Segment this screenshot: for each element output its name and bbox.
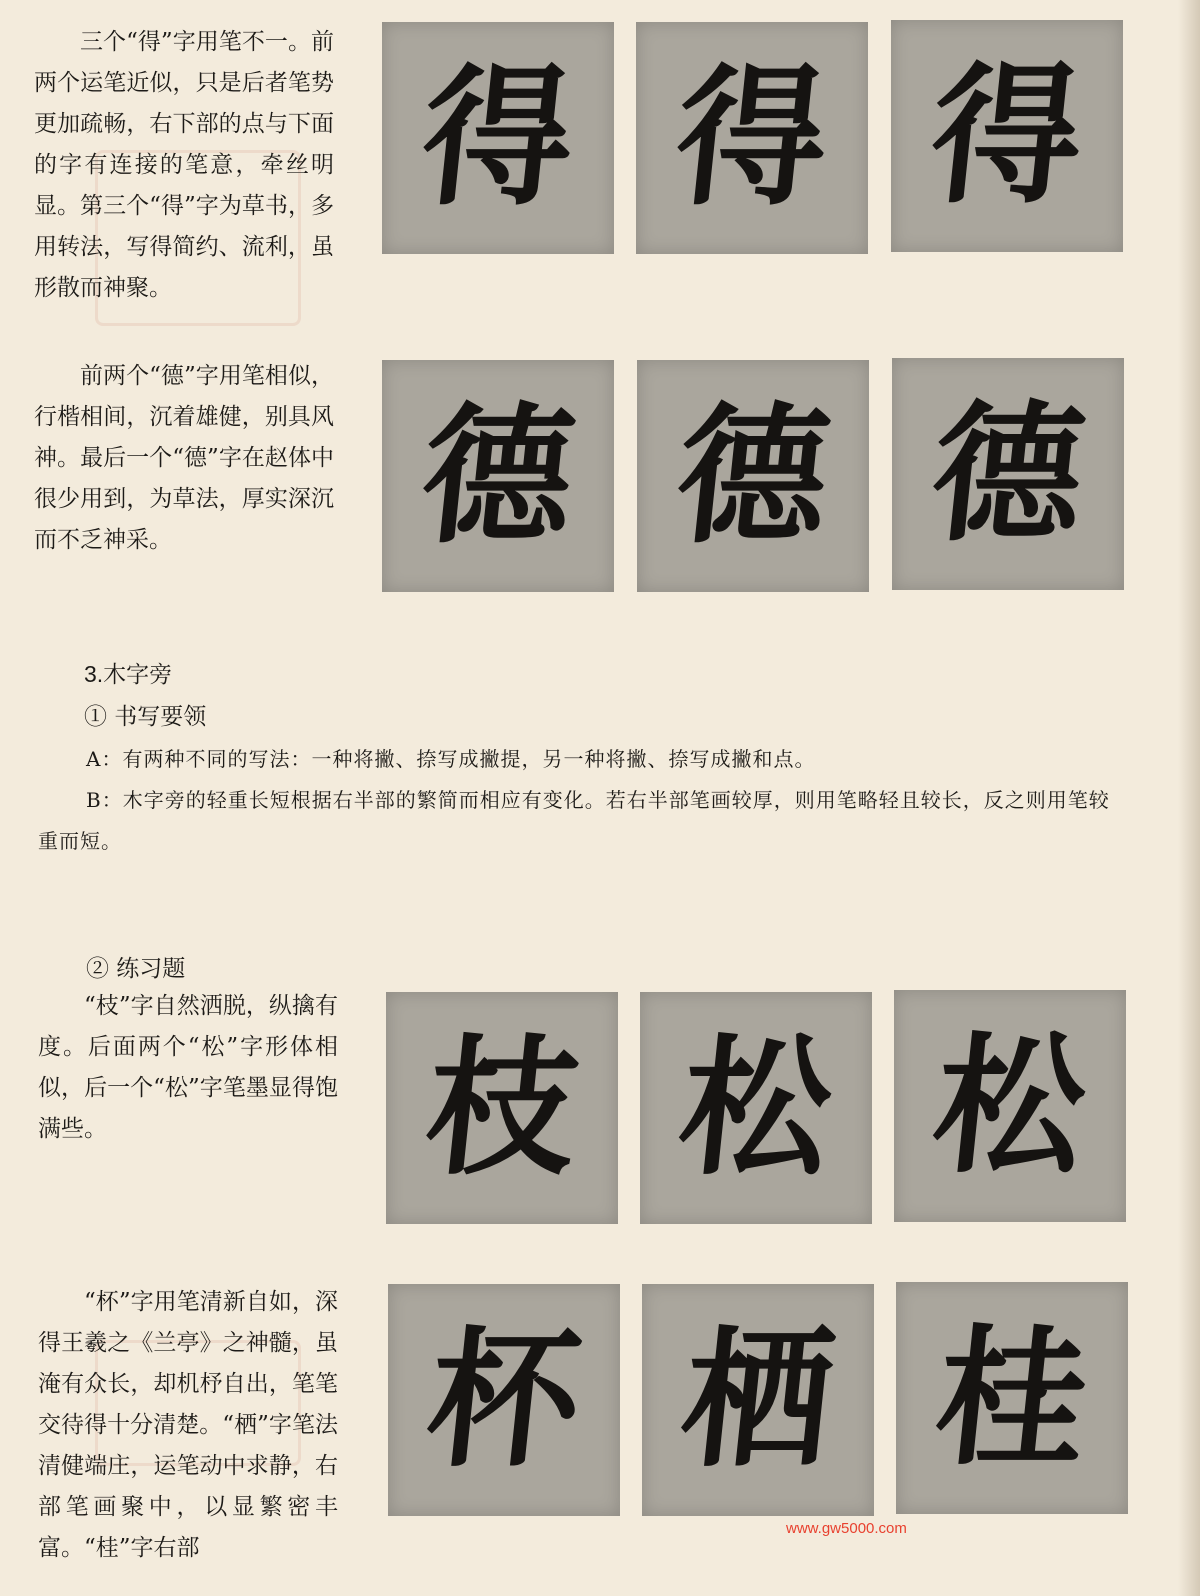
site-watermark: www.gw5000.com — [786, 1520, 907, 1537]
calligraphy-glyph: 松 — [671, 1020, 841, 1196]
calligraphy-panel-1-1 — [382, 22, 614, 254]
calligraphy-glyph: 松 — [925, 1018, 1095, 1194]
rule-b: B：木字旁的轻重长短根据右半部的繁简而相应有变化。若右半部笔画较厚，则用笔略轻且较长，反之则用笔较重而短。 — [38, 788, 1110, 853]
calligraphy-glyph: 枝 — [417, 1020, 587, 1196]
calligraphy-glyph: 德 — [668, 388, 838, 564]
calligraphy-glyph: 栖 — [673, 1312, 843, 1488]
calligraphy-glyph: 得 — [413, 50, 583, 226]
block-2-description: 前两个“德”字用笔相似，行楷相间，沉着雄健，别具风神。最后一个“德”字在赵体中很少用到，为草法，厚实深沉而不乏神采。 — [34, 363, 334, 553]
subsection-writing-essentials: ① 书写要领 — [84, 704, 207, 730]
calligraphy-glyph: 桂 — [927, 1310, 1097, 1486]
calligraphy-glyph: 得 — [667, 50, 837, 226]
calligraphy-panel-4-2 — [642, 1284, 874, 1516]
section-title: 3.木字旁 — [84, 661, 173, 687]
calligraphy-glyph: 德 — [923, 386, 1093, 562]
calligraphy-panel-3-2 — [640, 992, 872, 1224]
page-edge-shadow — [1178, 0, 1200, 1596]
calligraphy-panel-1-3 — [891, 20, 1123, 252]
calligraphy-panel-2-1 — [382, 360, 614, 592]
calligraphy-glyph: 德 — [413, 388, 583, 564]
calligraphy-glyph: 得 — [922, 48, 1092, 224]
block-1-description: 三个“得”字用笔不一。前两个运笔近似，只是后者笔势更加疏畅，右下部的点与下面的字有连接的笔意，牵丝明显。第三个“得”字为草书，多用转法，写得简约、流利，虽形散而神聚。 — [34, 29, 334, 301]
subsection-exercises: ② 练习题 — [86, 956, 186, 982]
calligraphy-panel-3-3 — [894, 990, 1126, 1222]
calligraphy-panel-1-2 — [636, 22, 868, 254]
calligraphy-panel-2-3 — [892, 358, 1124, 590]
calligraphy-panel-2-2 — [637, 360, 869, 592]
calligraphy-panel-3-1 — [386, 992, 618, 1224]
calligraphy-panel-4-1 — [388, 1284, 620, 1516]
rule-a: A：有两种不同的写法：一种将撇、捺写成撇提，另一种将撇、捺写成撇和点。 — [86, 747, 816, 771]
calligraphy-glyph: 杯 — [419, 1312, 589, 1488]
practice-2-description: “杯”字用笔清新自如，深得王羲之《兰亭》之神髓，虽淹有众长，却机杼自出，笔笔交待得十分清楚。“栖”字笔法清健端庄，运笔动中求静，右部笔画聚中，以显繁密丰富。“桂”字右部 — [38, 1289, 338, 1561]
practice-1-description: “枝”字自然洒脱，纵擒有度。后面两个“松”字形体相似，后一个“松”字笔墨显得饱满些。 — [38, 993, 338, 1142]
calligraphy-panel-4-3 — [896, 1282, 1128, 1514]
